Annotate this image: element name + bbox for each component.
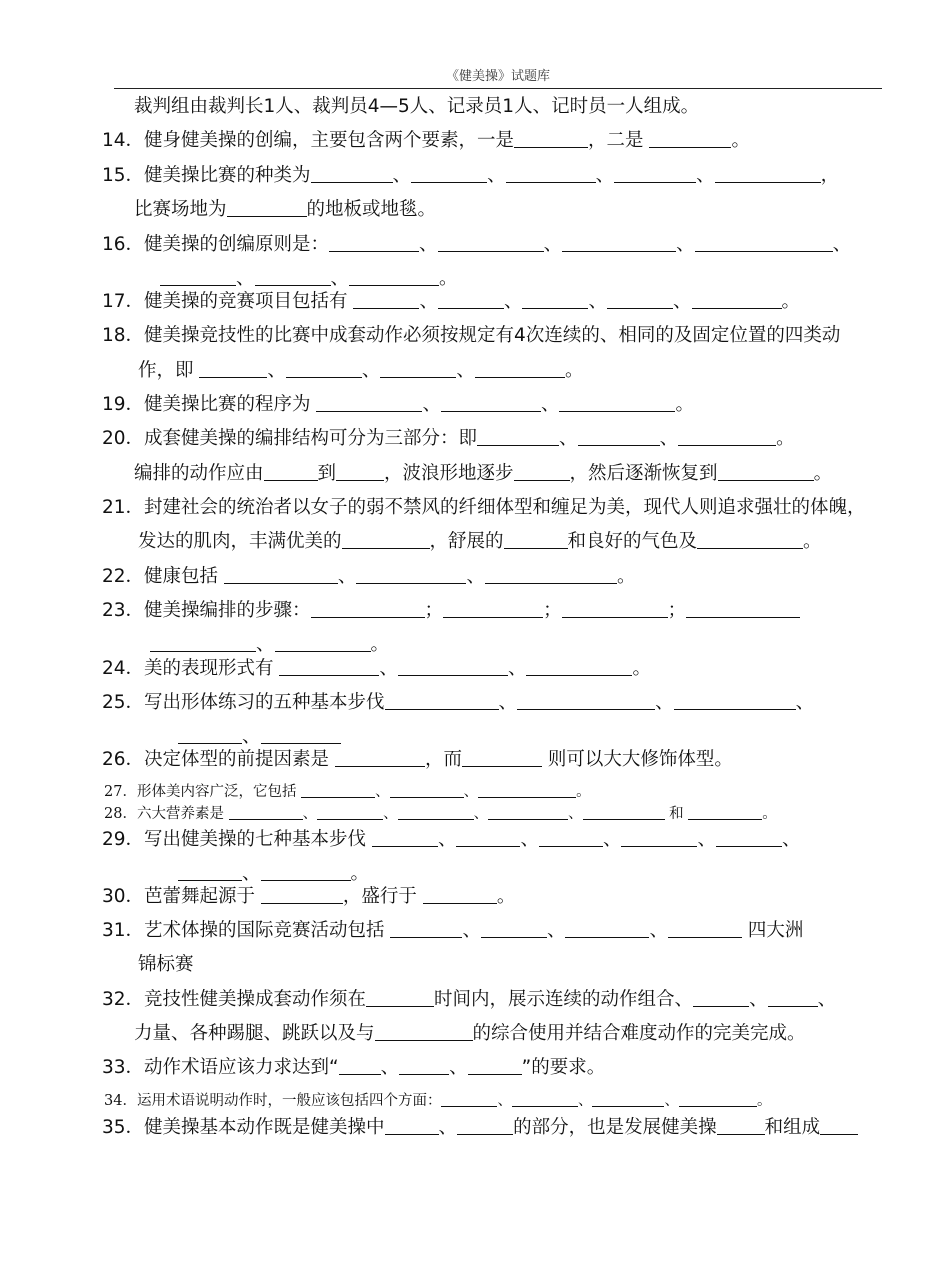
question-text: 的地板或地毯。	[306, 199, 437, 220]
answer-blank	[475, 357, 565, 378]
answer-blank	[398, 655, 508, 676]
answer-blank	[438, 231, 544, 252]
answer-blank	[512, 1090, 578, 1107]
question-line	[102, 127, 750, 155]
question-text: 、	[507, 658, 527, 679]
answer-blank	[456, 826, 520, 847]
answer-blank	[686, 597, 800, 618]
question-text: 。	[564, 360, 584, 381]
answer-blank	[229, 803, 303, 820]
question-text: 和良好的气色及	[567, 531, 698, 552]
question-line	[102, 986, 836, 1014]
question-line	[102, 425, 795, 453]
question-text: 则可以大大修饰体型。	[541, 749, 733, 770]
question-text: 、	[577, 1093, 593, 1109]
question-line	[138, 357, 583, 385]
question-text: 和组成	[764, 1117, 821, 1138]
question-text: ；	[424, 600, 444, 621]
question-text: 。	[781, 291, 801, 312]
question-text: 26．决定体型的前提因素是	[102, 749, 335, 770]
question-text: 。	[803, 531, 822, 552]
question-line	[102, 883, 515, 911]
question-line	[102, 1114, 858, 1142]
answer-blank	[607, 288, 673, 309]
answer-blank	[329, 231, 419, 252]
answer-blank	[649, 127, 731, 148]
question-text: 、	[330, 268, 350, 289]
answer-blank	[526, 655, 632, 676]
answer-blank	[199, 357, 267, 378]
question-text: 32．竞技性健美操成套动作须在	[102, 989, 367, 1010]
answer-blank	[261, 883, 343, 904]
question-line	[104, 803, 777, 825]
answer-blank	[468, 1054, 522, 1075]
question-text: 25．写出形体练习的五种基本步伐	[102, 692, 385, 713]
answer-blank	[178, 723, 242, 744]
answer-blank	[695, 231, 833, 252]
question-line	[102, 746, 733, 774]
answer-blank	[353, 288, 419, 309]
question-text: 。	[439, 268, 458, 289]
question-text: 34．运用术语说明动作时，一般应该包括四个方面：	[104, 1093, 442, 1109]
question-text: 、	[497, 1093, 512, 1109]
question-text: 的综合使用并结合难度动作的完美完成。	[472, 1023, 806, 1044]
answer-blank	[301, 781, 375, 798]
question-text: 、	[817, 989, 837, 1010]
question-line	[104, 781, 591, 803]
answer-blank	[768, 986, 818, 1007]
question-text: 四大洲	[741, 920, 804, 941]
answer-blank	[356, 563, 466, 584]
answer-blank	[562, 231, 676, 252]
question-text: ，	[820, 165, 840, 186]
question-line	[102, 322, 840, 350]
question-text: 、	[422, 394, 441, 415]
answer-blank	[160, 265, 236, 286]
question-text: 、	[438, 1117, 458, 1138]
answer-blank	[335, 746, 425, 767]
question-text: 、	[379, 658, 398, 679]
answer-blank	[614, 162, 696, 183]
question-text: 力量、各种踢腿、跳跃以及与	[134, 1023, 375, 1044]
question-text: 和	[664, 806, 689, 822]
answer-blank	[279, 655, 379, 676]
question-line	[134, 196, 436, 224]
answer-blank	[462, 746, 542, 767]
answer-blank	[390, 781, 464, 798]
question-text: 、	[559, 428, 578, 449]
question-text: 的部分，也是发展健美操	[513, 1117, 717, 1138]
question-text: 。	[616, 566, 636, 587]
question-text: 31．艺术体操的国际竞赛活动包括	[102, 920, 391, 941]
question-text: 。	[731, 130, 750, 151]
question-text: 、	[655, 692, 674, 713]
question-text: 17．健美操的竞赛项目包括有	[102, 291, 354, 312]
question-line	[102, 597, 800, 625]
answer-blank	[311, 162, 393, 183]
question-text: 、	[236, 268, 255, 289]
question-text: 、	[419, 234, 438, 255]
question-line	[102, 689, 814, 717]
question-text: 、	[267, 360, 286, 381]
question-text: 、	[462, 920, 481, 941]
question-text: 21．封建社会的统治者以女子的弱不禁风的纤细体型和缠足为美，现代人则追求强壮的体魄，	[102, 497, 866, 518]
answer-blank	[398, 803, 474, 820]
question-text: 23．健美操编排的步骤：	[102, 600, 311, 621]
question-text: 。	[576, 784, 591, 800]
answer-blank	[399, 1054, 449, 1075]
question-text: 、	[473, 806, 489, 822]
question-text: 、	[419, 291, 438, 312]
question-text: 、	[487, 165, 506, 186]
question-text: ，盛行于	[342, 886, 423, 907]
answer-blank	[457, 1114, 513, 1135]
question-text: 35．健美操基本动作既是健美操中	[102, 1117, 385, 1138]
question-text: 16．健美操的创编原则是：	[102, 234, 330, 255]
question-text: 15．健美操比赛的种类为	[102, 165, 311, 186]
answer-blank	[592, 1090, 664, 1107]
answer-blank	[178, 860, 242, 881]
question-text: 。	[370, 634, 390, 655]
question-text: 、	[456, 360, 475, 381]
answer-blank	[716, 826, 782, 847]
question-text: 29．写出健美操的七种基本步伐	[102, 829, 372, 850]
answer-blank	[565, 917, 649, 938]
answer-blank	[339, 1054, 381, 1075]
question-text: ”的要求。	[521, 1057, 606, 1078]
question-text: 、	[659, 428, 679, 449]
question-text: 14．健身健美操的创编，主要包含两个要素，一是	[102, 130, 515, 151]
answer-blank	[693, 986, 749, 1007]
question-text: ，而	[424, 749, 462, 770]
question-text: 时间内，展示连续的动作组合、	[434, 989, 694, 1010]
answer-blank	[375, 1020, 473, 1041]
question-text: ；	[667, 600, 687, 621]
answer-blank	[380, 357, 456, 378]
answer-blank	[562, 597, 668, 618]
question-text: 、	[463, 784, 479, 800]
question-line	[102, 917, 803, 945]
answer-blank	[227, 196, 307, 217]
answer-blank	[678, 425, 776, 446]
question-text: 到	[317, 463, 337, 484]
question-text: 、	[498, 692, 518, 713]
question-text: 30．芭蕾舞起源于	[102, 886, 261, 907]
question-text: ，波浪形地逐步	[384, 463, 514, 484]
answer-blank	[478, 781, 576, 798]
answer-blank	[477, 425, 559, 446]
question-line	[138, 951, 194, 979]
question-text: 19．健美操比赛的程序为	[102, 394, 317, 415]
question-text: 、	[437, 829, 457, 850]
answer-blank	[411, 162, 487, 183]
question-text: 。	[350, 863, 370, 884]
question-text: 、	[546, 920, 566, 941]
question-text: 、	[588, 291, 607, 312]
answer-blank	[522, 288, 588, 309]
answer-blank	[697, 528, 803, 549]
answer-blank	[311, 597, 425, 618]
answer-blank	[443, 597, 543, 618]
question-text: 、	[540, 394, 560, 415]
question-text: 。	[762, 806, 777, 822]
answer-blank	[316, 391, 422, 412]
answer-blank	[559, 391, 675, 412]
question-line	[134, 460, 832, 488]
question-text: 、	[383, 806, 398, 822]
question-text: 、	[361, 360, 381, 381]
answer-blank	[820, 1114, 858, 1135]
question-text: 。	[632, 658, 651, 679]
question-line	[102, 231, 851, 259]
question-text: 、	[375, 784, 390, 800]
question-text: 、	[664, 1093, 679, 1109]
question-text: 、	[449, 1057, 468, 1078]
answer-blank	[441, 391, 541, 412]
question-text: 锦标赛	[138, 954, 194, 975]
question-text: 、	[782, 829, 801, 850]
answer-blank	[688, 803, 762, 820]
question-text: 、	[672, 291, 692, 312]
answer-blank	[366, 986, 434, 1007]
answer-blank	[506, 162, 596, 183]
question-line	[102, 391, 694, 419]
answer-blank	[674, 689, 796, 710]
question-text: 作，即	[138, 360, 200, 381]
answer-blank	[261, 723, 341, 744]
question-text: 。	[675, 394, 694, 415]
question-text: 、	[466, 566, 485, 587]
answer-blank	[621, 826, 697, 847]
answer-blank	[718, 460, 814, 481]
question-text: 24．美的表现形式有	[102, 658, 280, 679]
question-text: 、	[380, 1057, 400, 1078]
answer-blank	[317, 803, 383, 820]
question-text: 18．健美操竞技性的比赛中成套动作必须按规定有4次连续的、相同的及固定位置的四类动	[102, 325, 841, 346]
question-text: 、	[520, 829, 539, 850]
answer-blank	[578, 425, 660, 446]
answer-blank	[485, 563, 617, 584]
answer-blank	[504, 528, 568, 549]
page-header: 《健美操》试题库	[114, 66, 882, 89]
answer-blank	[517, 689, 655, 710]
question-text: 20．成套健美操的编排结构可分为三部分：即	[102, 428, 478, 449]
question-text: 、	[337, 566, 357, 587]
question-text: 、	[697, 829, 716, 850]
question-text: 、	[602, 829, 622, 850]
answer-blank	[385, 1114, 439, 1135]
answer-blank	[539, 826, 603, 847]
answer-blank	[441, 1090, 497, 1107]
answer-blank	[275, 631, 371, 652]
question-text: 、	[795, 692, 815, 713]
question-line	[102, 1054, 605, 1082]
question-text: ；	[543, 600, 562, 621]
answer-blank	[715, 162, 821, 183]
answer-blank	[255, 265, 331, 286]
answer-blank	[385, 689, 499, 710]
question-text: 。	[496, 886, 516, 907]
question-line	[134, 93, 699, 121]
answer-blank	[488, 803, 568, 820]
answer-blank	[349, 265, 439, 286]
answer-blank	[514, 460, 570, 481]
question-text: 、	[676, 234, 695, 255]
question-text: 、	[256, 634, 275, 655]
question-text: 、	[696, 165, 715, 186]
answer-blank	[336, 460, 384, 481]
answer-blank	[583, 803, 665, 820]
question-text: ，然后逐渐恢复到	[569, 463, 718, 484]
question-text: 。	[813, 463, 833, 484]
question-line	[138, 528, 822, 556]
answer-blank	[342, 528, 430, 549]
answer-blank	[264, 460, 318, 481]
question-text: 。	[756, 1093, 772, 1109]
question-text: 、	[543, 234, 563, 255]
question-text: 、	[749, 989, 768, 1010]
question-text: 27．形体美内容广泛，它包括	[104, 784, 302, 800]
answer-blank	[150, 631, 256, 652]
answer-blank	[286, 357, 362, 378]
question-line	[134, 1020, 806, 1048]
answer-blank	[261, 860, 351, 881]
question-line	[102, 494, 866, 522]
question-text: 、	[595, 165, 615, 186]
question-line	[104, 1090, 771, 1112]
answer-blank	[481, 917, 547, 938]
answer-blank	[668, 917, 742, 938]
answer-blank	[423, 883, 497, 904]
question-text: 22．健康包括	[102, 566, 224, 587]
question-line	[102, 162, 839, 190]
question-text: 比赛场地为	[134, 199, 227, 220]
answer-blank	[438, 288, 504, 309]
question-text: 、	[242, 863, 261, 884]
question-text: 、	[832, 234, 852, 255]
question-text: 发达的肌肉，丰满优美的	[138, 531, 342, 552]
question-text: 编排的动作应由	[134, 463, 264, 484]
question-text: ，二是	[588, 130, 650, 151]
question-text: ，舒展的	[429, 531, 504, 552]
question-line	[102, 826, 801, 854]
question-text: 、	[503, 291, 523, 312]
question-text: 、	[302, 806, 318, 822]
question-text: 裁判组由裁判长1人、裁判员4—5人、记录员1人、记时员一人组成。	[134, 96, 700, 117]
answer-blank	[372, 826, 438, 847]
question-text: 、	[649, 920, 668, 941]
question-text: 。	[776, 428, 795, 449]
question-text: 28．六大营养素是	[104, 806, 229, 822]
question-line	[102, 288, 800, 316]
answer-blank	[390, 917, 462, 938]
answer-blank	[717, 1114, 765, 1135]
question-line	[102, 655, 651, 683]
answer-blank	[224, 563, 338, 584]
question-line	[102, 563, 635, 591]
question-text: 33．动作术语应该力求达到“	[102, 1057, 339, 1078]
question-text: 、	[568, 806, 583, 822]
answer-blank	[514, 127, 588, 148]
answer-blank	[679, 1090, 757, 1107]
question-text: 、	[392, 165, 412, 186]
answer-blank	[692, 288, 782, 309]
question-text: 、	[242, 726, 261, 747]
